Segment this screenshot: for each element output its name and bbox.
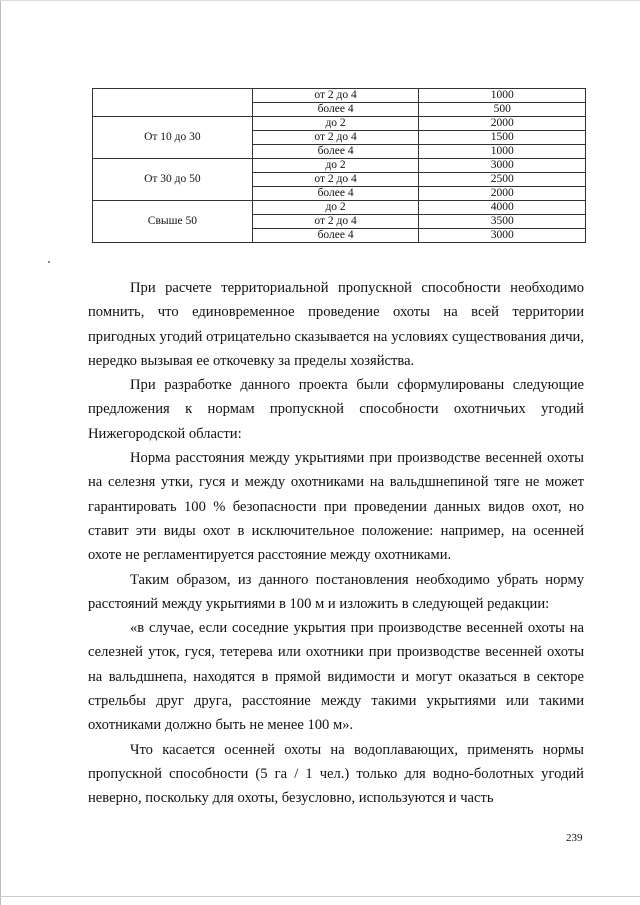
table-cell-range: Свыше 50 bbox=[93, 201, 253, 243]
page-left-edge bbox=[0, 0, 1, 905]
table-cell-sub: от 2 до 4 bbox=[252, 215, 419, 229]
table-cell-sub: более 4 bbox=[252, 229, 419, 243]
table-cell-sub: до 2 bbox=[252, 117, 419, 131]
table-cell-sub: более 4 bbox=[252, 103, 419, 117]
table-cell-sub: более 4 bbox=[252, 187, 419, 201]
table-cell-value: 1000 bbox=[419, 145, 586, 159]
table-cell-range bbox=[93, 89, 253, 117]
page-number: 239 bbox=[566, 832, 583, 844]
table-cell-value: 3500 bbox=[419, 215, 586, 229]
table-cell-value: 2000 bbox=[419, 117, 586, 131]
page-top-edge bbox=[0, 0, 640, 1]
table-row bbox=[93, 117, 586, 131]
paragraph: Что касается осенней охоты на водоплавающих, применять нормы пропускной способности (5 га / 1 чел.) только для водно-болотных угодий неверно, поскольку для охоты, безусловно, используются и часть bbox=[88, 741, 584, 807]
table-cell-sub: от 2 до 4 bbox=[252, 173, 419, 187]
table-cell-value: 1500 bbox=[419, 131, 586, 145]
table-row bbox=[93, 201, 586, 215]
table-cell-value: 3000 bbox=[419, 229, 586, 243]
paragraph: Норма расстояния между укрытиями при производстве весенней охоты на селезня утки, гуся и между охотниками на вальдшнепиной тяге не может гарантировать 100 % безопасности при проведении данных видов охот, но ставит эти виды охот в исключительное положение: например, на осенней охоте не регламентируется расстояние между охотниками. bbox=[88, 450, 584, 564]
table-cell-range: От 30 до 50 bbox=[93, 159, 253, 201]
body-text bbox=[88, 276, 584, 811]
table-cell-sub: от 2 до 4 bbox=[252, 131, 419, 145]
paragraph: При разработке данного проекта были сформулированы следующие предложения к нормам пропускной способности охотничьих угодий Нижегородской области: bbox=[88, 377, 584, 442]
table-cell-sub: более 4 bbox=[252, 145, 419, 159]
table-cell-value: 1000 bbox=[419, 89, 586, 103]
table-cell-range: От 10 до 30 bbox=[93, 117, 253, 159]
table-row bbox=[93, 159, 586, 173]
paragraph: При расчете территориальной пропускной способности необходимо помнить, что единовременное проведение охоты на всей территории пригодных угодий отрицательно сказывается на условиях существования дичи, нередко вызывая ее откочевку за пределы хозяйства. bbox=[88, 280, 584, 369]
paragraph: Таким образом, из данного постановления необходимо убрать норму расстояний между укрытиями в 100 м и изложить в следующей редакции: bbox=[88, 571, 584, 612]
table-cell-sub: от 2 до 4 bbox=[252, 89, 419, 103]
table-row bbox=[93, 89, 586, 103]
paragraph: «в случае, если соседние укрытия при производстве весенней охоты на селезней уток, гуся, тетерева или охотники при производстве весенней охоты на вальдшнепа, находятся в прямой видимости и могут оказаться в секторе стрельбы друг друга, расстояние между такими укрытиями или такими охотниками должно быть не менее 100 м». bbox=[88, 620, 584, 734]
table-cell-value: 4000 bbox=[419, 201, 586, 215]
table-cell-value: 500 bbox=[419, 103, 586, 117]
table-cell-sub: до 2 bbox=[252, 201, 419, 215]
scan-speck bbox=[48, 261, 50, 263]
page-bottom-edge bbox=[0, 896, 640, 897]
table-cell-value: 3000 bbox=[419, 159, 586, 173]
table-cell-value: 2500 bbox=[419, 173, 586, 187]
table-cell-value: 2000 bbox=[419, 187, 586, 201]
table-cell-sub: до 2 bbox=[252, 159, 419, 173]
norms-table bbox=[92, 88, 586, 243]
